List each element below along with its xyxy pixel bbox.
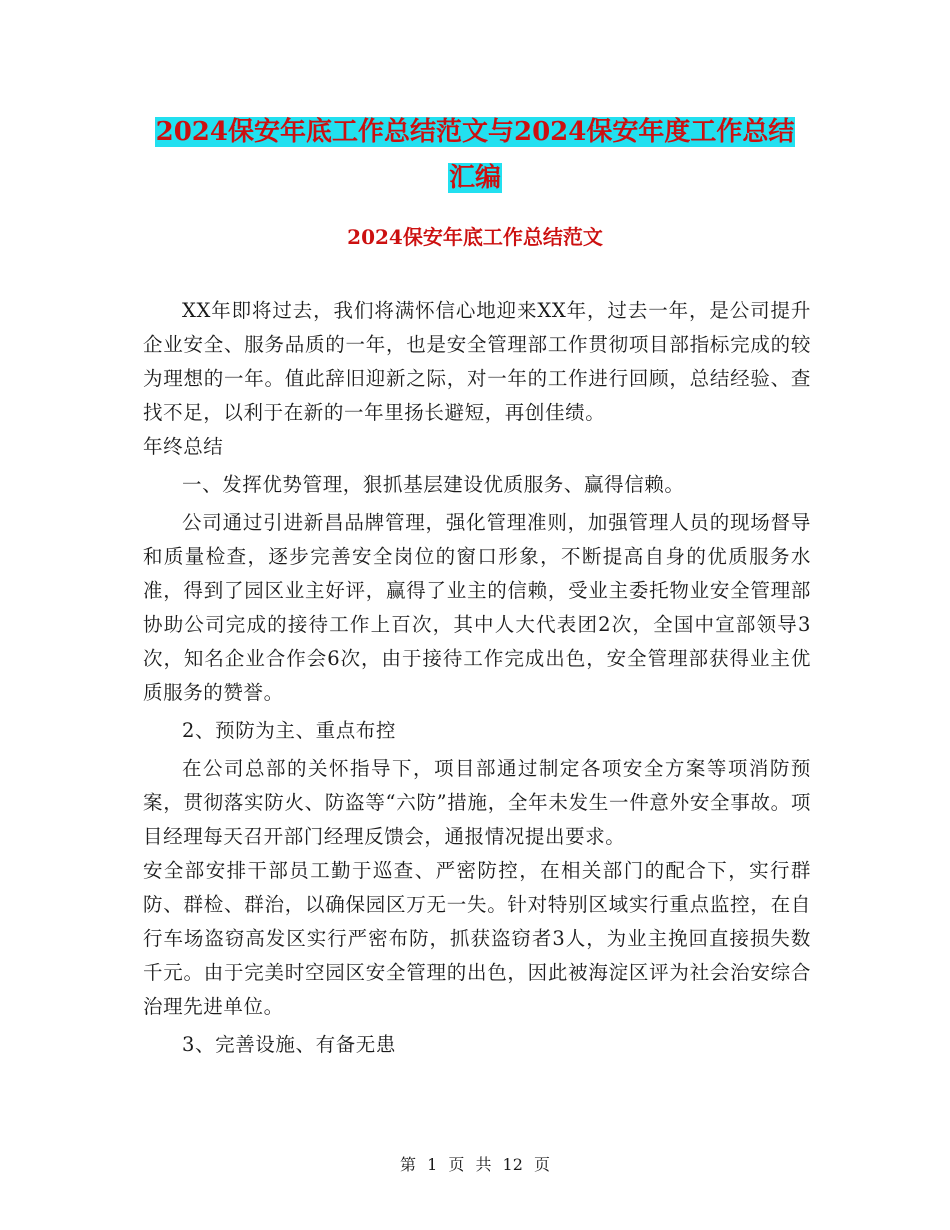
paragraph-body-2a: 在公司总部的关怀指导下，项目部通过制定各项安全方案等项消防预案，贯彻落实防火、防盗等“六防”措施，全年未发生一件意外安全事故。项目经理每天召开部门经理反馈会，通报情况提出要求。 <box>143 757 811 848</box>
paragraph-heading-3: 3、完善设施、有备无患 <box>182 1033 397 1056</box>
paragraph-body-2b: 安全部安排干部员工勤于巡查、严密防控，在相关部门的配合下，实行群防、群检、群治，以确保园区万无一失。针对特别区域实行重点监控，在自行车场盗窃高发区实行严密布防，抓获盗窃者3人，为业主挽回直接损失数千元。由于完美时空园区安全管理的出色，因此被海淀区评为社会治安综合治理先进单位。 <box>143 859 811 1018</box>
paragraph-intro: XX年即将过去，我们将满怀信心地迎来XX年，过去一年，是公司提升企业安全、服务品质的一年，也是安全管理部工作贯彻项目部指标完成的较为理想的一年。值此辞旧迎新之际，对一年的工作进行回顾，总结经验、查找不足，以利于在新的一年里扬长避短，再创佳绩。 <box>143 299 811 424</box>
paragraph-year-end-summary: 年终总结 <box>143 435 224 458</box>
document-body <box>143 294 811 1062</box>
section-title: 2024保安年底工作总结范文 <box>347 225 603 249</box>
page-number-footer: 第 1 页 共 12 页 <box>400 1155 550 1174</box>
document-title-line1: 2024保安年底工作总结范文与2024保安年度工作总结 <box>155 117 795 147</box>
document-title <box>0 112 950 198</box>
paragraph-heading-1: 一、发挥优势管理，狠抓基层建设优质服务、赢得信赖。 <box>182 473 685 496</box>
paragraph-body-1: 公司通过引进新昌品牌管理，强化管理准则，加强管理人员的现场督导和质量检查，逐步完善安全岗位的窗口形象，不断提高自身的优质服务水准，得到了园区业主好评，赢得了业主的信赖，受业主委托物业安全管理部协助公司完成的接待工作上百次，其中人大代表团2次，全国中宣部领导3次，知名企业合作会6次，由于接待工作完成出色，安全管理部获得业主优质服务的赞誉。 <box>143 511 811 704</box>
paragraph-heading-2: 2、预防为主、重点布控 <box>182 719 397 742</box>
document-title-line2: 汇编 <box>448 163 501 193</box>
